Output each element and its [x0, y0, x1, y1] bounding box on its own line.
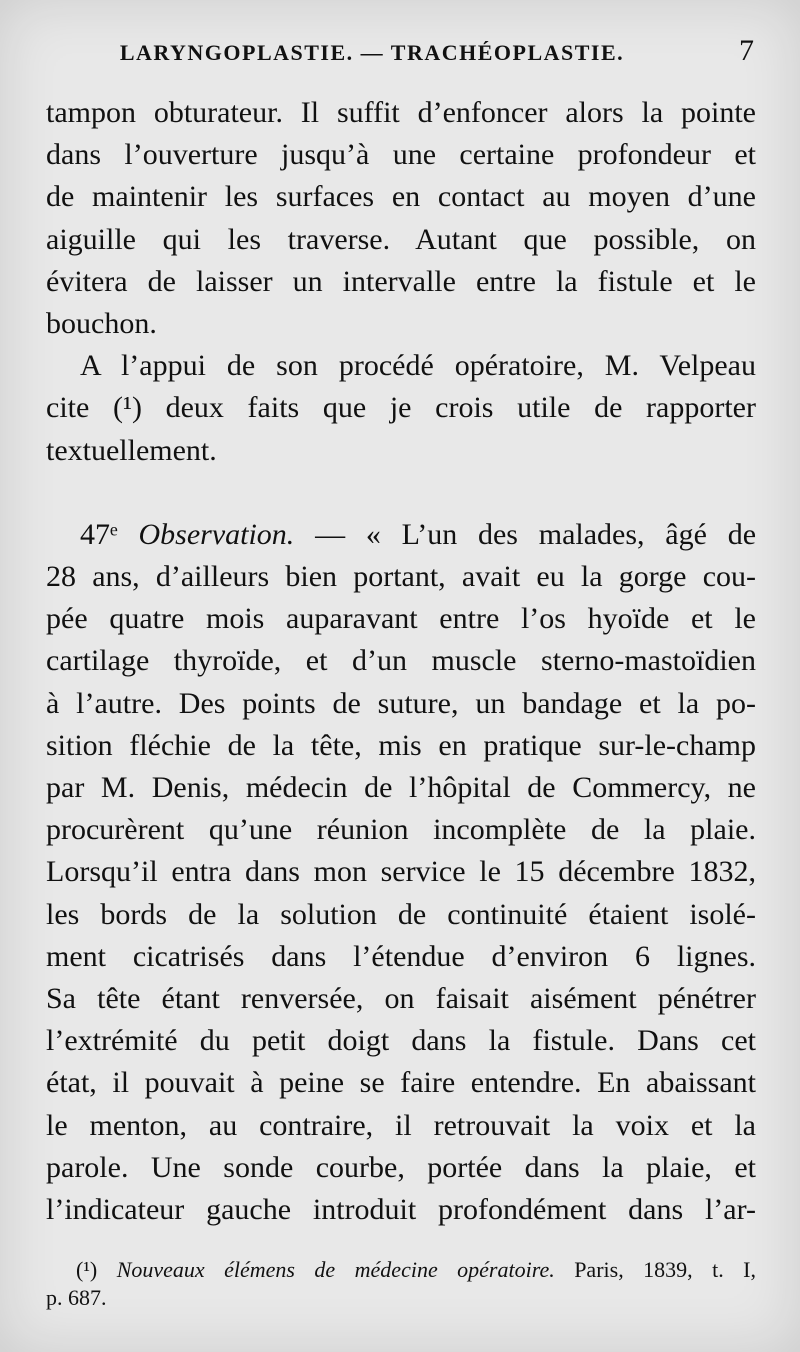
text-line: état, il pouvait à peine se faire entendre. En abaissant: [46, 1066, 756, 1100]
page-header: [46, 34, 758, 74]
observation-first-line: — « L’un des malades, âgé de: [315, 517, 757, 551]
paragraph-2: [46, 345, 756, 472]
text-line: cite (¹) deux faits que je crois utile de rapporter: [46, 391, 756, 425]
text-line: tampon obturateur. Il suffit d’enfoncer alors la pointe: [46, 96, 756, 129]
observation-label: Observation.: [138, 517, 295, 551]
body-text: [46, 92, 756, 1231]
footnote-line-2: p. 687.: [46, 1285, 107, 1310]
text-line: à l’autre. Des points de suture, un bandage et la po-: [46, 686, 756, 720]
text-line: A l’appui de son procédé opératoire, M. Velpeau: [80, 349, 756, 383]
text-line: procurèrent qu’une réunion incomplète de la plaie.: [46, 813, 756, 847]
text-line: textuellement.: [46, 433, 217, 467]
footnote: [46, 1256, 756, 1312]
text-line: parole. Une sonde courbe, portée dans la plaie, et: [46, 1150, 756, 1184]
text-line: dans l’ouverture jusqu’à une certaine profondeur et: [46, 138, 756, 172]
text-line: ment cicatrisés dans l’étendue d’environ 6 lignes.: [46, 939, 756, 973]
running-title: LARYNGOPLASTIE. — TRACHÉOPLASTIE.: [119, 40, 625, 65]
footnote-line-1: [46, 1256, 756, 1284]
observation-heading-line: [46, 514, 756, 556]
text-line: évitera de laisser un intervalle entre la fistule et le: [46, 264, 756, 298]
footnote-rest: Paris, 1839, t. I,: [574, 1257, 756, 1282]
page-number: 7: [739, 34, 754, 67]
paragraph-1: [46, 92, 756, 345]
section-gap: [46, 472, 756, 514]
text-line: Lorsqu’il entra dans mon service le 15 décembre 1832,: [46, 855, 756, 889]
text-line: sition fléchie de la tête, mis en pratique sur-le-champ: [46, 728, 756, 762]
text-line: Sa tête étant renversée, on faisait aisément pénétrer: [46, 982, 756, 1016]
text-line: de maintenir les surfaces en contact au moyen d’une: [46, 180, 756, 214]
text-line: l’indicateur gauche introduit profondément dans l’ar-: [46, 1193, 756, 1227]
observation-number: 47ᵉ: [80, 517, 118, 551]
text-line: bouchon.: [46, 307, 157, 341]
text-line: pée quatre mois auparavant entre l’os hyoïde et le: [46, 602, 756, 636]
text-line: le menton, au contraire, il retrouvait la voix et la: [46, 1108, 756, 1142]
text-line: l’extrémité du petit doigt dans la fistule. Dans cet: [46, 1024, 756, 1058]
footnote-title: Nouveaux élémens de médecine opératoire.: [116, 1257, 555, 1282]
footnote-marker: (¹): [76, 1257, 98, 1282]
text-line: cartilage thyroïde, et d’un muscle sterno-mastoïdien: [46, 644, 756, 678]
text-line: aiguille qui les traverse. Autant que possible, on: [46, 222, 756, 256]
text-line: les bords de la solution de continuité étaient isolé-: [46, 897, 756, 931]
text-line: par M. Denis, médecin de l’hôpital de Commercy, ne: [46, 771, 756, 805]
observation-47: [46, 514, 756, 1231]
text-line: 28 ans, d’ailleurs bien portant, avait eu la gorge cou-: [46, 560, 756, 594]
